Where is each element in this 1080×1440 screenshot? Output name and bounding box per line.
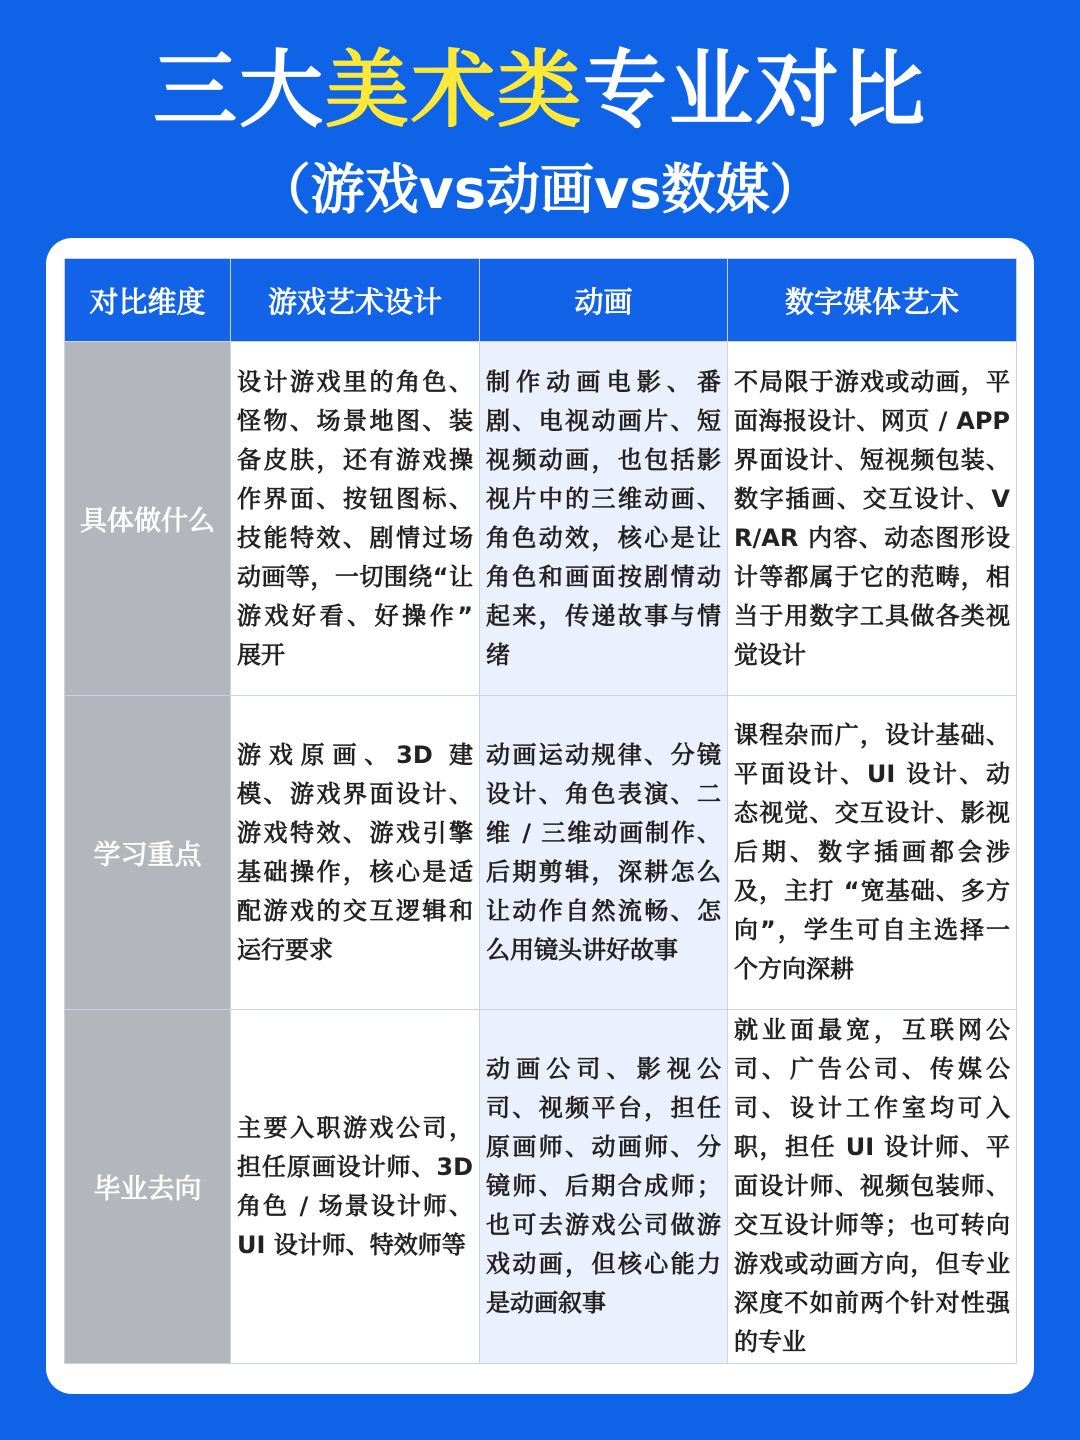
table-row — [65, 342, 1017, 696]
cell-media: 不局限于游戏或动画，平面海报设计、网页 / APP 界面设计、短视频包装、数字插画、交互设计、VR/AR 内容、动态图形设计等都属于它的范畴，相当于用数字工具做各类视觉设计 — [728, 342, 1017, 696]
header-animation: 动画 — [480, 259, 728, 342]
page-subtitle: （游戏vs动画vs数媒） — [256, 158, 824, 221]
cell-game: 设计游戏里的角色、怪物、场景地图、装备皮肤，还有游戏操作界面、按钮图标、技能特效、剧情过场动画等，一切围绕“让游戏好看、好操作” 展开 — [231, 342, 480, 696]
row-label: 毕业去向 — [65, 1010, 231, 1364]
page-title — [0, 40, 1080, 140]
header-digital-media: 数字媒体艺术 — [728, 259, 1017, 342]
cell-game: 游戏原画、3D 建模、游戏界面设计、游戏特效、游戏引擎基础操作，核心是适配游戏的交互逻辑和运行要求 — [231, 696, 480, 1010]
table-row — [65, 1010, 1017, 1364]
row-label: 具体做什么 — [65, 342, 231, 696]
header-game-art: 游戏艺术设计 — [231, 259, 480, 342]
title-highlight: 美术类 — [324, 41, 583, 139]
cell-animation: 制作动画电影、番剧、电视动画片、短视频动画，也包括影视片中的三维动画、角色动效，核心是让角色和画面按剧情动起来，传递故事与情绪 — [480, 342, 728, 696]
title-pre: 三大 — [152, 41, 325, 139]
cell-media: 就业面最宽，互联网公司、广告公司、传媒公司、设计工作室均可入职，担任 UI 设计师、平面设计师、视频包装师、交互设计师等；也可转向游戏或动画方向，但专业深度不如前两个针对性强的专业 — [728, 1010, 1017, 1364]
header-dimension: 对比维度 — [65, 259, 231, 342]
cell-game: 主要入职游戏公司，担任原画设计师、3D 角色 / 场景设计师、UI 设计师、特效师等 — [231, 1010, 480, 1364]
cell-media: 课程杂而广，设计基础、平面设计、UI 设计、动态视觉、交互设计、影视后期、数字插画都会涉及，主打 “宽基础、多方向”，学生可自主选择一个方向深耕 — [728, 696, 1017, 1010]
comparison-table — [64, 258, 1017, 1364]
row-label: 学习重点 — [65, 696, 231, 1010]
cell-animation: 动画运动规律、分镜设计、角色表演、二维 / 三维动画制作、后期剪辑，深耕怎么让动作自然流畅、怎么用镜头讲好故事 — [480, 696, 728, 1010]
title-post: 专业对比 — [583, 41, 928, 139]
table-row — [65, 696, 1017, 1010]
table-header-row — [65, 259, 1017, 342]
cell-animation: 动画公司、影视公司、视频平台，担任原画师、动画师、分镜师、后期合成师；也可去游戏公司做游戏动画，但核心能力是动画叙事 — [480, 1010, 728, 1364]
